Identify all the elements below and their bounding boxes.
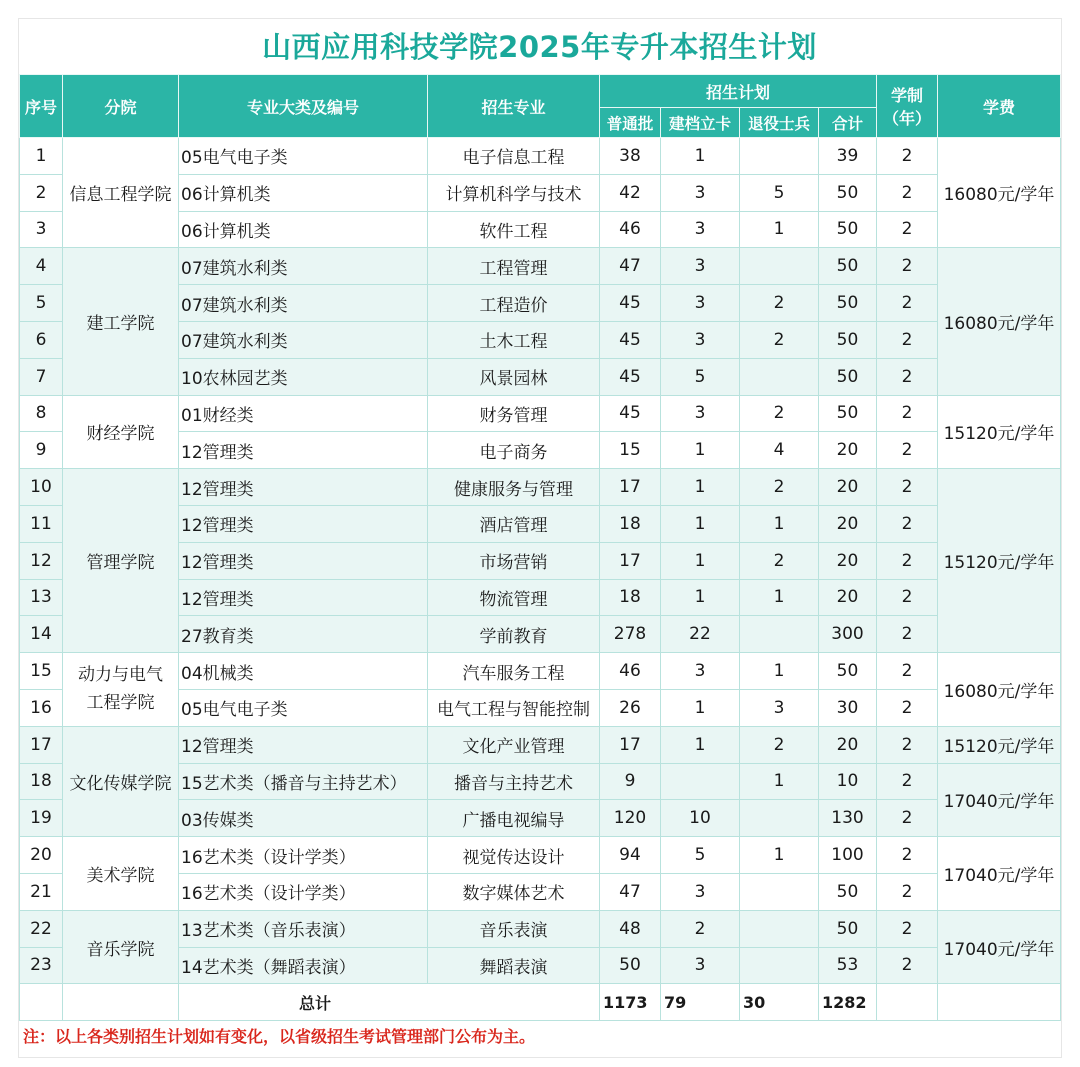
- years-cell: 2: [877, 616, 938, 653]
- veteran-cell: [740, 910, 819, 947]
- category-cell: 04机械类: [179, 653, 428, 690]
- years-cell: 2: [877, 211, 938, 248]
- years-cell: 2: [877, 469, 938, 506]
- major-cell: 工程管理: [428, 248, 600, 285]
- regular-cell: 47: [600, 248, 661, 285]
- years-cell: 2: [877, 174, 938, 211]
- totals-veteran: 30: [740, 984, 819, 1021]
- table-row: [20, 138, 1061, 175]
- fee-cell: 17040元/学年: [938, 837, 1061, 911]
- regular-cell: 18: [600, 579, 661, 616]
- seq-cell: 13: [20, 579, 63, 616]
- years-cell: 2: [877, 542, 938, 579]
- years-cell: 2: [877, 947, 938, 984]
- major-cell: 文化产业管理: [428, 726, 600, 763]
- major-cell: 软件工程: [428, 211, 600, 248]
- major-cell: 舞蹈表演: [428, 947, 600, 984]
- regular-cell: 278: [600, 616, 661, 653]
- totals-blank: [63, 984, 179, 1021]
- veteran-cell: 2: [740, 285, 819, 322]
- header-duration-line2: （年）: [882, 109, 931, 128]
- total-cell: 100: [819, 837, 877, 874]
- header-category: 专业大类及编号: [179, 75, 428, 138]
- seq-cell: 2: [20, 174, 63, 211]
- seq-cell: 12: [20, 542, 63, 579]
- years-cell: 2: [877, 395, 938, 432]
- table-row: [20, 910, 1061, 947]
- header-duration-line1: 学制: [890, 86, 923, 105]
- archive-cell: 1: [661, 432, 740, 469]
- regular-cell: 45: [600, 395, 661, 432]
- fee-cell: 16080元/学年: [938, 248, 1061, 395]
- totals-blank: [938, 984, 1061, 1021]
- category-cell: 27教育类: [179, 616, 428, 653]
- table-row: [20, 395, 1061, 432]
- total-cell: 53: [819, 947, 877, 984]
- total-cell: 50: [819, 248, 877, 285]
- years-cell: 2: [877, 689, 938, 726]
- archive-cell: 3: [661, 947, 740, 984]
- major-cell: 播音与主持艺术: [428, 763, 600, 800]
- regular-cell: 17: [600, 542, 661, 579]
- regular-cell: 50: [600, 947, 661, 984]
- veteran-cell: [740, 358, 819, 395]
- years-cell: 2: [877, 653, 938, 690]
- totals-regular: 1173: [600, 984, 661, 1021]
- archive-cell: 3: [661, 395, 740, 432]
- category-cell: 05电气电子类: [179, 689, 428, 726]
- archive-cell: 5: [661, 358, 740, 395]
- major-cell: 物流管理: [428, 579, 600, 616]
- total-cell: 20: [819, 542, 877, 579]
- fee-cell: 16080元/学年: [938, 653, 1061, 727]
- category-cell: 14艺术类（舞蹈表演）: [179, 947, 428, 984]
- category-cell: 10农林园艺类: [179, 358, 428, 395]
- header-major: 招生专业: [428, 75, 600, 138]
- category-cell: 01财经类: [179, 395, 428, 432]
- regular-cell: 46: [600, 653, 661, 690]
- category-cell: 07建筑水利类: [179, 285, 428, 322]
- veteran-cell: 1: [740, 505, 819, 542]
- archive-cell: 3: [661, 174, 740, 211]
- fee-cell: 15120元/学年: [938, 726, 1061, 763]
- header-total: 合计: [819, 108, 877, 138]
- regular-cell: 9: [600, 763, 661, 800]
- seq-cell: 3: [20, 211, 63, 248]
- veteran-cell: [740, 873, 819, 910]
- archive-cell: 3: [661, 285, 740, 322]
- regular-cell: 48: [600, 910, 661, 947]
- total-cell: 50: [819, 873, 877, 910]
- college-line: 动力与电气: [78, 665, 163, 686]
- seq-cell: 19: [20, 800, 63, 837]
- years-cell: 2: [877, 910, 938, 947]
- table-row: [20, 248, 1061, 285]
- seq-cell: 8: [20, 395, 63, 432]
- seq-cell: 11: [20, 505, 63, 542]
- major-cell: 电气工程与智能控制: [428, 689, 600, 726]
- total-cell: 50: [819, 358, 877, 395]
- total-cell: 300: [819, 616, 877, 653]
- veteran-cell: 1: [740, 653, 819, 690]
- regular-cell: 120: [600, 800, 661, 837]
- category-cell: 16艺术类（设计学类）: [179, 873, 428, 910]
- major-cell: 风景园林: [428, 358, 600, 395]
- seq-cell: 7: [20, 358, 63, 395]
- regular-cell: 94: [600, 837, 661, 874]
- veteran-cell: 1: [740, 837, 819, 874]
- total-cell: 20: [819, 579, 877, 616]
- table-row: [20, 837, 1061, 874]
- header-duration: [877, 75, 938, 138]
- total-cell: 20: [819, 726, 877, 763]
- seq-cell: 10: [20, 469, 63, 506]
- years-cell: 2: [877, 248, 938, 285]
- seq-cell: 15: [20, 653, 63, 690]
- major-cell: 财务管理: [428, 395, 600, 432]
- seq-cell: 5: [20, 285, 63, 322]
- footnote: 注：以上各类别招生计划如有变化，以省级招生考试管理部门公布为主。: [23, 1027, 536, 1046]
- total-cell: 50: [819, 910, 877, 947]
- archive-cell: 1: [661, 469, 740, 506]
- total-cell: 30: [819, 689, 877, 726]
- total-cell: 50: [819, 174, 877, 211]
- veteran-cell: 2: [740, 395, 819, 432]
- total-cell: 50: [819, 285, 877, 322]
- years-cell: 2: [877, 358, 938, 395]
- regular-cell: 46: [600, 211, 661, 248]
- major-cell: 广播电视编导: [428, 800, 600, 837]
- seq-cell: 9: [20, 432, 63, 469]
- archive-cell: 3: [661, 653, 740, 690]
- total-cell: 10: [819, 763, 877, 800]
- archive-cell: 1: [661, 726, 740, 763]
- veteran-cell: 5: [740, 174, 819, 211]
- seq-cell: 4: [20, 248, 63, 285]
- years-cell: 2: [877, 321, 938, 358]
- seq-cell: 18: [20, 763, 63, 800]
- table-row: [20, 469, 1061, 506]
- regular-cell: 45: [600, 321, 661, 358]
- total-cell: 50: [819, 395, 877, 432]
- seq-cell: 22: [20, 910, 63, 947]
- header-regular: 普通批: [600, 108, 661, 138]
- total-cell: 20: [819, 505, 877, 542]
- veteran-cell: [740, 616, 819, 653]
- years-cell: 2: [877, 432, 938, 469]
- veteran-cell: 2: [740, 726, 819, 763]
- years-cell: 2: [877, 763, 938, 800]
- archive-cell: 22: [661, 616, 740, 653]
- totals-blank: [877, 984, 938, 1021]
- years-cell: 2: [877, 873, 938, 910]
- category-cell: 03传媒类: [179, 800, 428, 837]
- regular-cell: 45: [600, 285, 661, 322]
- total-cell: 130: [819, 800, 877, 837]
- archive-cell: 2: [661, 910, 740, 947]
- years-cell: 2: [877, 726, 938, 763]
- total-cell: 20: [819, 469, 877, 506]
- regular-cell: 38: [600, 138, 661, 175]
- regular-cell: 26: [600, 689, 661, 726]
- fee-cell: 16080元/学年: [938, 138, 1061, 248]
- major-cell: 音乐表演: [428, 910, 600, 947]
- archive-cell: 10: [661, 800, 740, 837]
- regular-cell: 18: [600, 505, 661, 542]
- regular-cell: 17: [600, 726, 661, 763]
- archive-cell: 1: [661, 689, 740, 726]
- regular-cell: 17: [600, 469, 661, 506]
- veteran-cell: 1: [740, 579, 819, 616]
- category-cell: 06计算机类: [179, 211, 428, 248]
- seq-cell: 16: [20, 689, 63, 726]
- veteran-cell: 2: [740, 321, 819, 358]
- veteran-cell: [740, 248, 819, 285]
- totals-archive: 79: [661, 984, 740, 1021]
- college-line: 工程学院: [86, 693, 155, 714]
- header-veteran: 退役士兵: [740, 108, 819, 138]
- header-college: 分院: [63, 75, 179, 138]
- table-row: [20, 653, 1061, 690]
- category-cell: 13艺术类（音乐表演）: [179, 910, 428, 947]
- category-cell: 12管理类: [179, 432, 428, 469]
- major-cell: 市场营销: [428, 542, 600, 579]
- totals-label: 总计: [179, 984, 600, 1021]
- fee-cell: 17040元/学年: [938, 763, 1061, 837]
- college-cell: 建工学院: [63, 248, 179, 395]
- major-cell: 计算机科学与技术: [428, 174, 600, 211]
- table-row: [20, 726, 1061, 763]
- fee-cell: 15120元/学年: [938, 395, 1061, 469]
- veteran-cell: [740, 138, 819, 175]
- seq-cell: 23: [20, 947, 63, 984]
- veteran-cell: 2: [740, 469, 819, 506]
- years-cell: 2: [877, 800, 938, 837]
- major-cell: 数字媒体艺术: [428, 873, 600, 910]
- archive-cell: [661, 763, 740, 800]
- category-cell: 12管理类: [179, 469, 428, 506]
- major-cell: 电子信息工程: [428, 138, 600, 175]
- archive-cell: 1: [661, 579, 740, 616]
- category-cell: 07建筑水利类: [179, 321, 428, 358]
- years-cell: 2: [877, 285, 938, 322]
- total-cell: 50: [819, 321, 877, 358]
- regular-cell: 15: [600, 432, 661, 469]
- category-cell: 16艺术类（设计学类）: [179, 837, 428, 874]
- total-cell: 50: [819, 653, 877, 690]
- archive-cell: 1: [661, 542, 740, 579]
- veteran-cell: 2: [740, 542, 819, 579]
- fee-cell: 15120元/学年: [938, 469, 1061, 653]
- totals-blank: [20, 984, 63, 1021]
- category-cell: 07建筑水利类: [179, 248, 428, 285]
- archive-cell: 3: [661, 211, 740, 248]
- years-cell: 2: [877, 138, 938, 175]
- category-cell: 15艺术类（播音与主持艺术）: [179, 763, 428, 800]
- veteran-cell: 4: [740, 432, 819, 469]
- veteran-cell: 1: [740, 763, 819, 800]
- years-cell: 2: [877, 505, 938, 542]
- fee-cell: 17040元/学年: [938, 910, 1061, 984]
- category-cell: 12管理类: [179, 542, 428, 579]
- years-cell: 2: [877, 579, 938, 616]
- major-cell: 电子商务: [428, 432, 600, 469]
- veteran-cell: [740, 800, 819, 837]
- category-cell: 12管理类: [179, 726, 428, 763]
- regular-cell: 42: [600, 174, 661, 211]
- seq-cell: 17: [20, 726, 63, 763]
- college-cell: 美术学院: [63, 837, 179, 911]
- major-cell: 健康服务与管理: [428, 469, 600, 506]
- college-cell: [63, 653, 179, 727]
- header-plan: 招生计划: [600, 75, 877, 108]
- table-body: [20, 138, 1061, 984]
- major-cell: 汽车服务工程: [428, 653, 600, 690]
- seq-cell: 14: [20, 616, 63, 653]
- enrollment-plan-table: [19, 74, 1061, 1021]
- header-seq: 序号: [20, 75, 63, 138]
- archive-cell: 1: [661, 138, 740, 175]
- archive-cell: 3: [661, 248, 740, 285]
- major-cell: 土木工程: [428, 321, 600, 358]
- total-cell: 50: [819, 211, 877, 248]
- college-cell: 音乐学院: [63, 910, 179, 984]
- category-cell: 05电气电子类: [179, 138, 428, 175]
- category-cell: 06计算机类: [179, 174, 428, 211]
- years-cell: 2: [877, 837, 938, 874]
- college-cell: 文化传媒学院: [63, 726, 179, 836]
- major-cell: 视觉传达设计: [428, 837, 600, 874]
- veteran-cell: 3: [740, 689, 819, 726]
- college-cell: 管理学院: [63, 469, 179, 653]
- archive-cell: 5: [661, 837, 740, 874]
- seq-cell: 6: [20, 321, 63, 358]
- category-cell: 12管理类: [179, 579, 428, 616]
- totals-total: 1282: [819, 984, 877, 1021]
- veteran-cell: [740, 947, 819, 984]
- regular-cell: 47: [600, 873, 661, 910]
- archive-cell: 3: [661, 321, 740, 358]
- college-cell: 信息工程学院: [63, 138, 179, 248]
- archive-cell: 1: [661, 505, 740, 542]
- archive-cell: 3: [661, 873, 740, 910]
- regular-cell: 45: [600, 358, 661, 395]
- major-cell: 工程造价: [428, 285, 600, 322]
- seq-cell: 21: [20, 873, 63, 910]
- seq-cell: 1: [20, 138, 63, 175]
- major-cell: 酒店管理: [428, 505, 600, 542]
- page-title: 山西应用科技学院2025年专升本招生计划: [262, 30, 817, 64]
- total-cell: 39: [819, 138, 877, 175]
- category-cell: 12管理类: [179, 505, 428, 542]
- college-cell: 财经学院: [63, 395, 179, 469]
- major-cell: 学前教育: [428, 616, 600, 653]
- total-cell: 20: [819, 432, 877, 469]
- totals-row: [20, 984, 1061, 1021]
- header-archive: 建档立卡: [661, 108, 740, 138]
- header-fee: 学费: [938, 75, 1061, 138]
- veteran-cell: 1: [740, 211, 819, 248]
- seq-cell: 20: [20, 837, 63, 874]
